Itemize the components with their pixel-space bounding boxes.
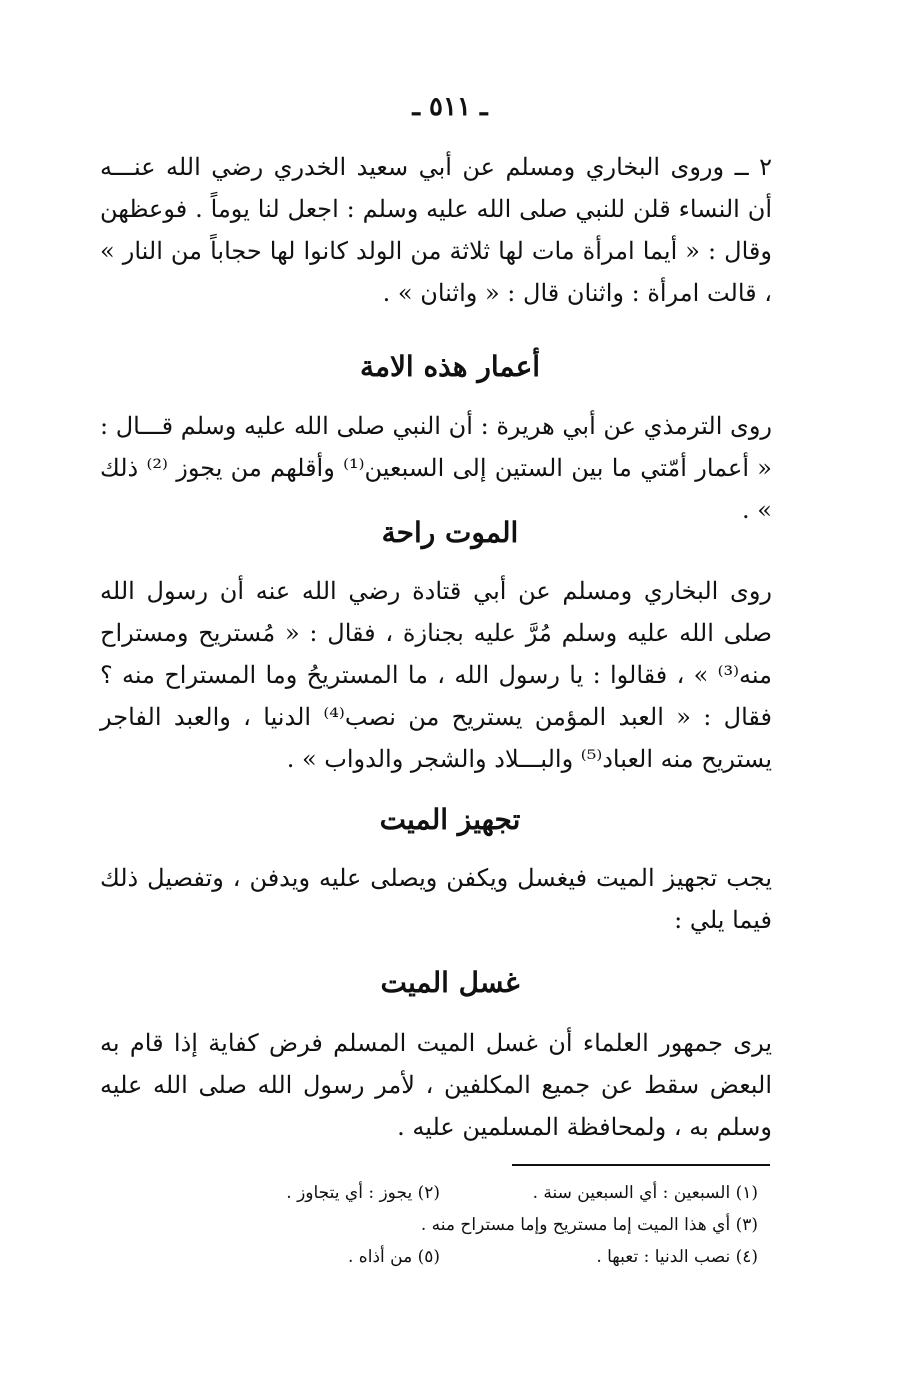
page-number: ـ ٥١١ ـ (412, 92, 488, 122)
footnote-divider (512, 1164, 770, 1166)
section-body-death-rest: روى البخاري ومسلم عن أبي قتادة رضي الله عنه أن رسول الله صلى الله عليه وسلم مُرَّ عليه بجنازة ، فقال : « مُستريح ومستراح منه⁽³⁾ » ، فقالوا : يا رسول الله ، ما المستريحُ وما المستراح منه ؟ فقال : « العبد المؤمن يستريح من نصب⁽⁴⁾ الدنيا ، والعبد الفاجر يستريح منه العباد⁽⁵⁾ والبـــلاد والشجر والدواب » . (100, 577, 773, 773)
section-body-preparing-dead: يجب تجهيز الميت فيغسل ويكفن ويصلى عليه ويدفن ، وتفصيل ذلك فيما يلي : (100, 864, 772, 934)
section-heading-ages: أعمار هذه الامة (359, 350, 541, 383)
section-heading-preparing-dead: تجهيز الميت (379, 803, 521, 836)
footnote-3: (٣) أي هذا الميت إما مستريح وإما مستراح منه . (420, 1215, 758, 1235)
footnote-5: (٥) من أذاه . (348, 1247, 440, 1267)
section-heading-washing-dead: غسل الميت (380, 966, 520, 999)
footnote-2: (٢) يجوز : أي يتجاوز . (286, 1183, 440, 1203)
footnote-4: (٤) نصب الدنيا : تعبها . (596, 1247, 758, 1267)
section-heading-death-rest: الموت راحة (381, 516, 519, 549)
section-body-ages: روى الترمذي عن أبي هريرة : أن النبي صلى الله عليه وسلم قـــال : « أعمار أمّتي ما بين الستين إلى السبعين⁽¹⁾ وأقلهم من يجوز ⁽²⁾ ذلك » . (100, 412, 772, 524)
hadith-paragraph: ٢ ــ وروى البخاري ومسلم عن أبي سعيد الخدري رضي الله عنـــه أن النساء قلن للنبي صلى الله عليه وسلم : اجعل لنا يوماً . فوعظهن وقال : « أيما امرأة مات لها ثلاثة من الولد كانوا لها حجاباً من النار » ، قالت امرأة : واثنان قال : « واثنان » . (100, 153, 772, 307)
footnote-1: (١) السبعين : أي السبعين سنة . (532, 1183, 758, 1203)
section-body-washing-dead: يرى جمهور العلماء أن غسل الميت المسلم فرض كفاية إذا قام به البعض سقط عن جميع المكلفين ، لأمر رسول الله صلى الله عليه وسلم به ، ولمحافظة المسلمين عليه . (100, 1029, 772, 1141)
